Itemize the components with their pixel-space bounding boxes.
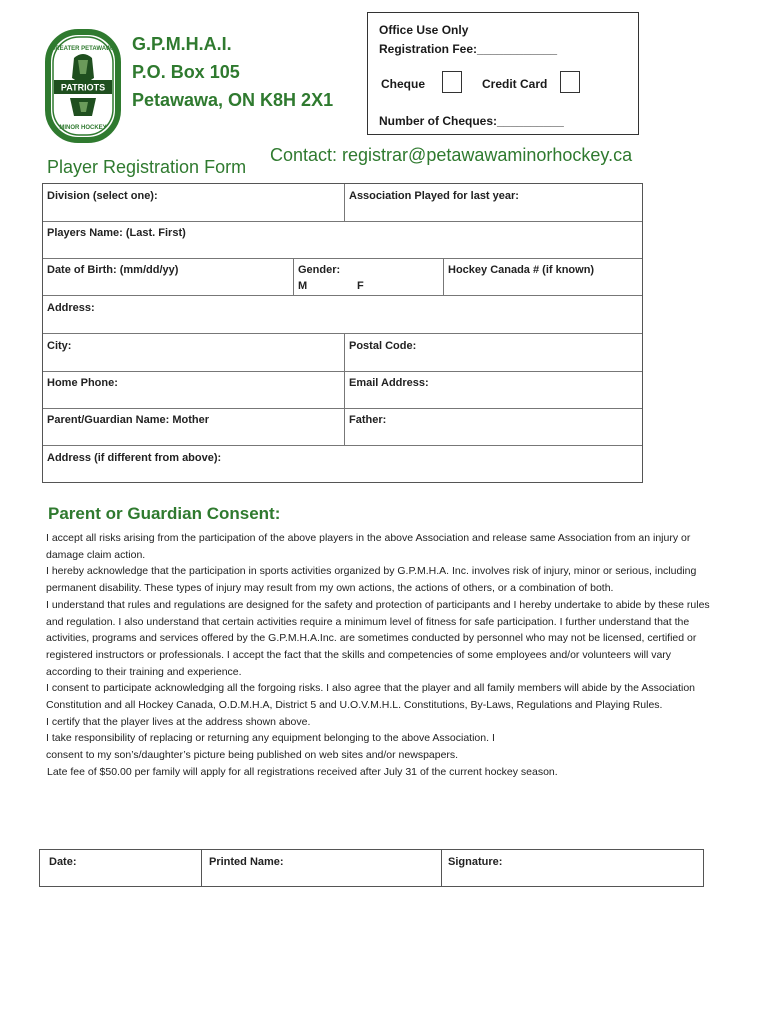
signature-label: Signature:	[448, 856, 503, 868]
credit-card-label: Credit Card	[482, 77, 548, 91]
org-name: G.P.M.H.A.I.	[132, 34, 232, 54]
dob-label: Date of Birth: (mm/dd/yy)	[47, 264, 179, 276]
division-label: Division (select one):	[47, 190, 158, 202]
registration-fee-label: Registration Fee:____________	[379, 42, 558, 56]
logo-bottom-text: MINOR HOCKEY	[59, 125, 107, 131]
postal-code-label: Postal Code:	[349, 340, 417, 352]
association-logo	[44, 28, 122, 144]
printed-name-label: Printed Name:	[209, 856, 284, 868]
office-use-title: Office Use Only	[379, 23, 469, 37]
logo-band-text: PATRIOTS	[60, 82, 106, 93]
hockey-canada-label: Hockey Canada # (if known)	[448, 264, 595, 276]
father-label: Father:	[349, 414, 387, 426]
consent-paragraph: I consent to participate acknowledging all the forgoing risks. I also agree that the player and all family members will abide by the Association Constitution and all Hockey Canada, O.D.M.H.A, District 5 and U.O.V.M.H.L. Constitutions, By-Laws, Regulations and Playing Rules.	[46, 682, 696, 712]
consent-paragraph: I understand that rules and regulations are designed for the safety and protection of participants and I hereby undertake to abide by these rules and regulation. I also understand that certain activities require a minimum level of fitness for safe participation. I further understand that the activities, programs and services offered by the G.P.M.H.A.Inc. are sometimes conducted by personnel who may not be licensed, certified or registered instructors or professionals. I accept the fact that the skills and competencies of some employees and/or volunteers will vary according to their training and experience.	[46, 598, 710, 678]
gender-f-option[interactable]: F	[357, 280, 364, 292]
cheque-checkbox[interactable]	[442, 71, 462, 93]
association-label: Association Played for last year:	[349, 190, 519, 202]
org-po-box: P.O. Box 105	[132, 62, 240, 82]
consent-text	[46, 530, 718, 781]
gender-m-option[interactable]: M	[298, 280, 308, 292]
credit-card-checkbox[interactable]	[560, 71, 580, 93]
city-label: City:	[47, 340, 72, 352]
number-of-cheques-label: Number of Cheques:__________	[379, 114, 564, 128]
address-label: Address:	[47, 302, 95, 314]
alt-address-label: Address (if different from above):	[47, 452, 222, 464]
consent-paragraph: I accept all risks arising from the participation of the above players in the above Association and release same Association from an injury or damage claim action.	[46, 532, 691, 561]
logo-top-text: GREATER PETAWAWA	[50, 46, 116, 52]
gender-label: Gender:	[298, 264, 341, 276]
form-title: Player Registration Form	[47, 157, 247, 177]
consent-paragraph: I take responsibility of replacing or returning any equipment belonging to the above Association. I	[46, 732, 495, 745]
parent-mother-label: Parent/Guardian Name: Mother	[47, 414, 209, 426]
contact-email: Contact: registrar@petawawaminorhockey.ca	[270, 145, 633, 165]
office-use-box	[367, 12, 639, 135]
consent-paragraph: consent to my son’s/daughter’s picture being published on web sites and/or newspapers.	[46, 749, 459, 762]
email-label: Email Address:	[349, 377, 429, 389]
home-phone-label: Home Phone:	[47, 377, 118, 389]
signature-table	[39, 849, 704, 887]
cheque-label: Cheque	[381, 77, 426, 91]
registration-form-table	[42, 183, 643, 483]
consent-heading: Parent or Guardian Consent:	[48, 504, 281, 523]
player-name-label: Players Name: (Last. First)	[47, 227, 186, 239]
late-fee-notice: Late fee of $50.00 per family will apply for all registrations received after July 31 of the current hockey season.	[47, 765, 558, 778]
date-label: Date:	[49, 856, 77, 868]
org-city: Petawawa, ON K8H 2X1	[132, 90, 334, 110]
consent-paragraph: I certify that the player lives at the address shown above.	[46, 715, 311, 728]
consent-paragraph: I hereby acknowledge that the participation in sports activities organized by G.P.M.H.A. Inc. involves risk of injury, minor or serious, including permanent disability. These types of injury may result from my own actions, the actions of others, or a combination of both.	[46, 565, 697, 595]
